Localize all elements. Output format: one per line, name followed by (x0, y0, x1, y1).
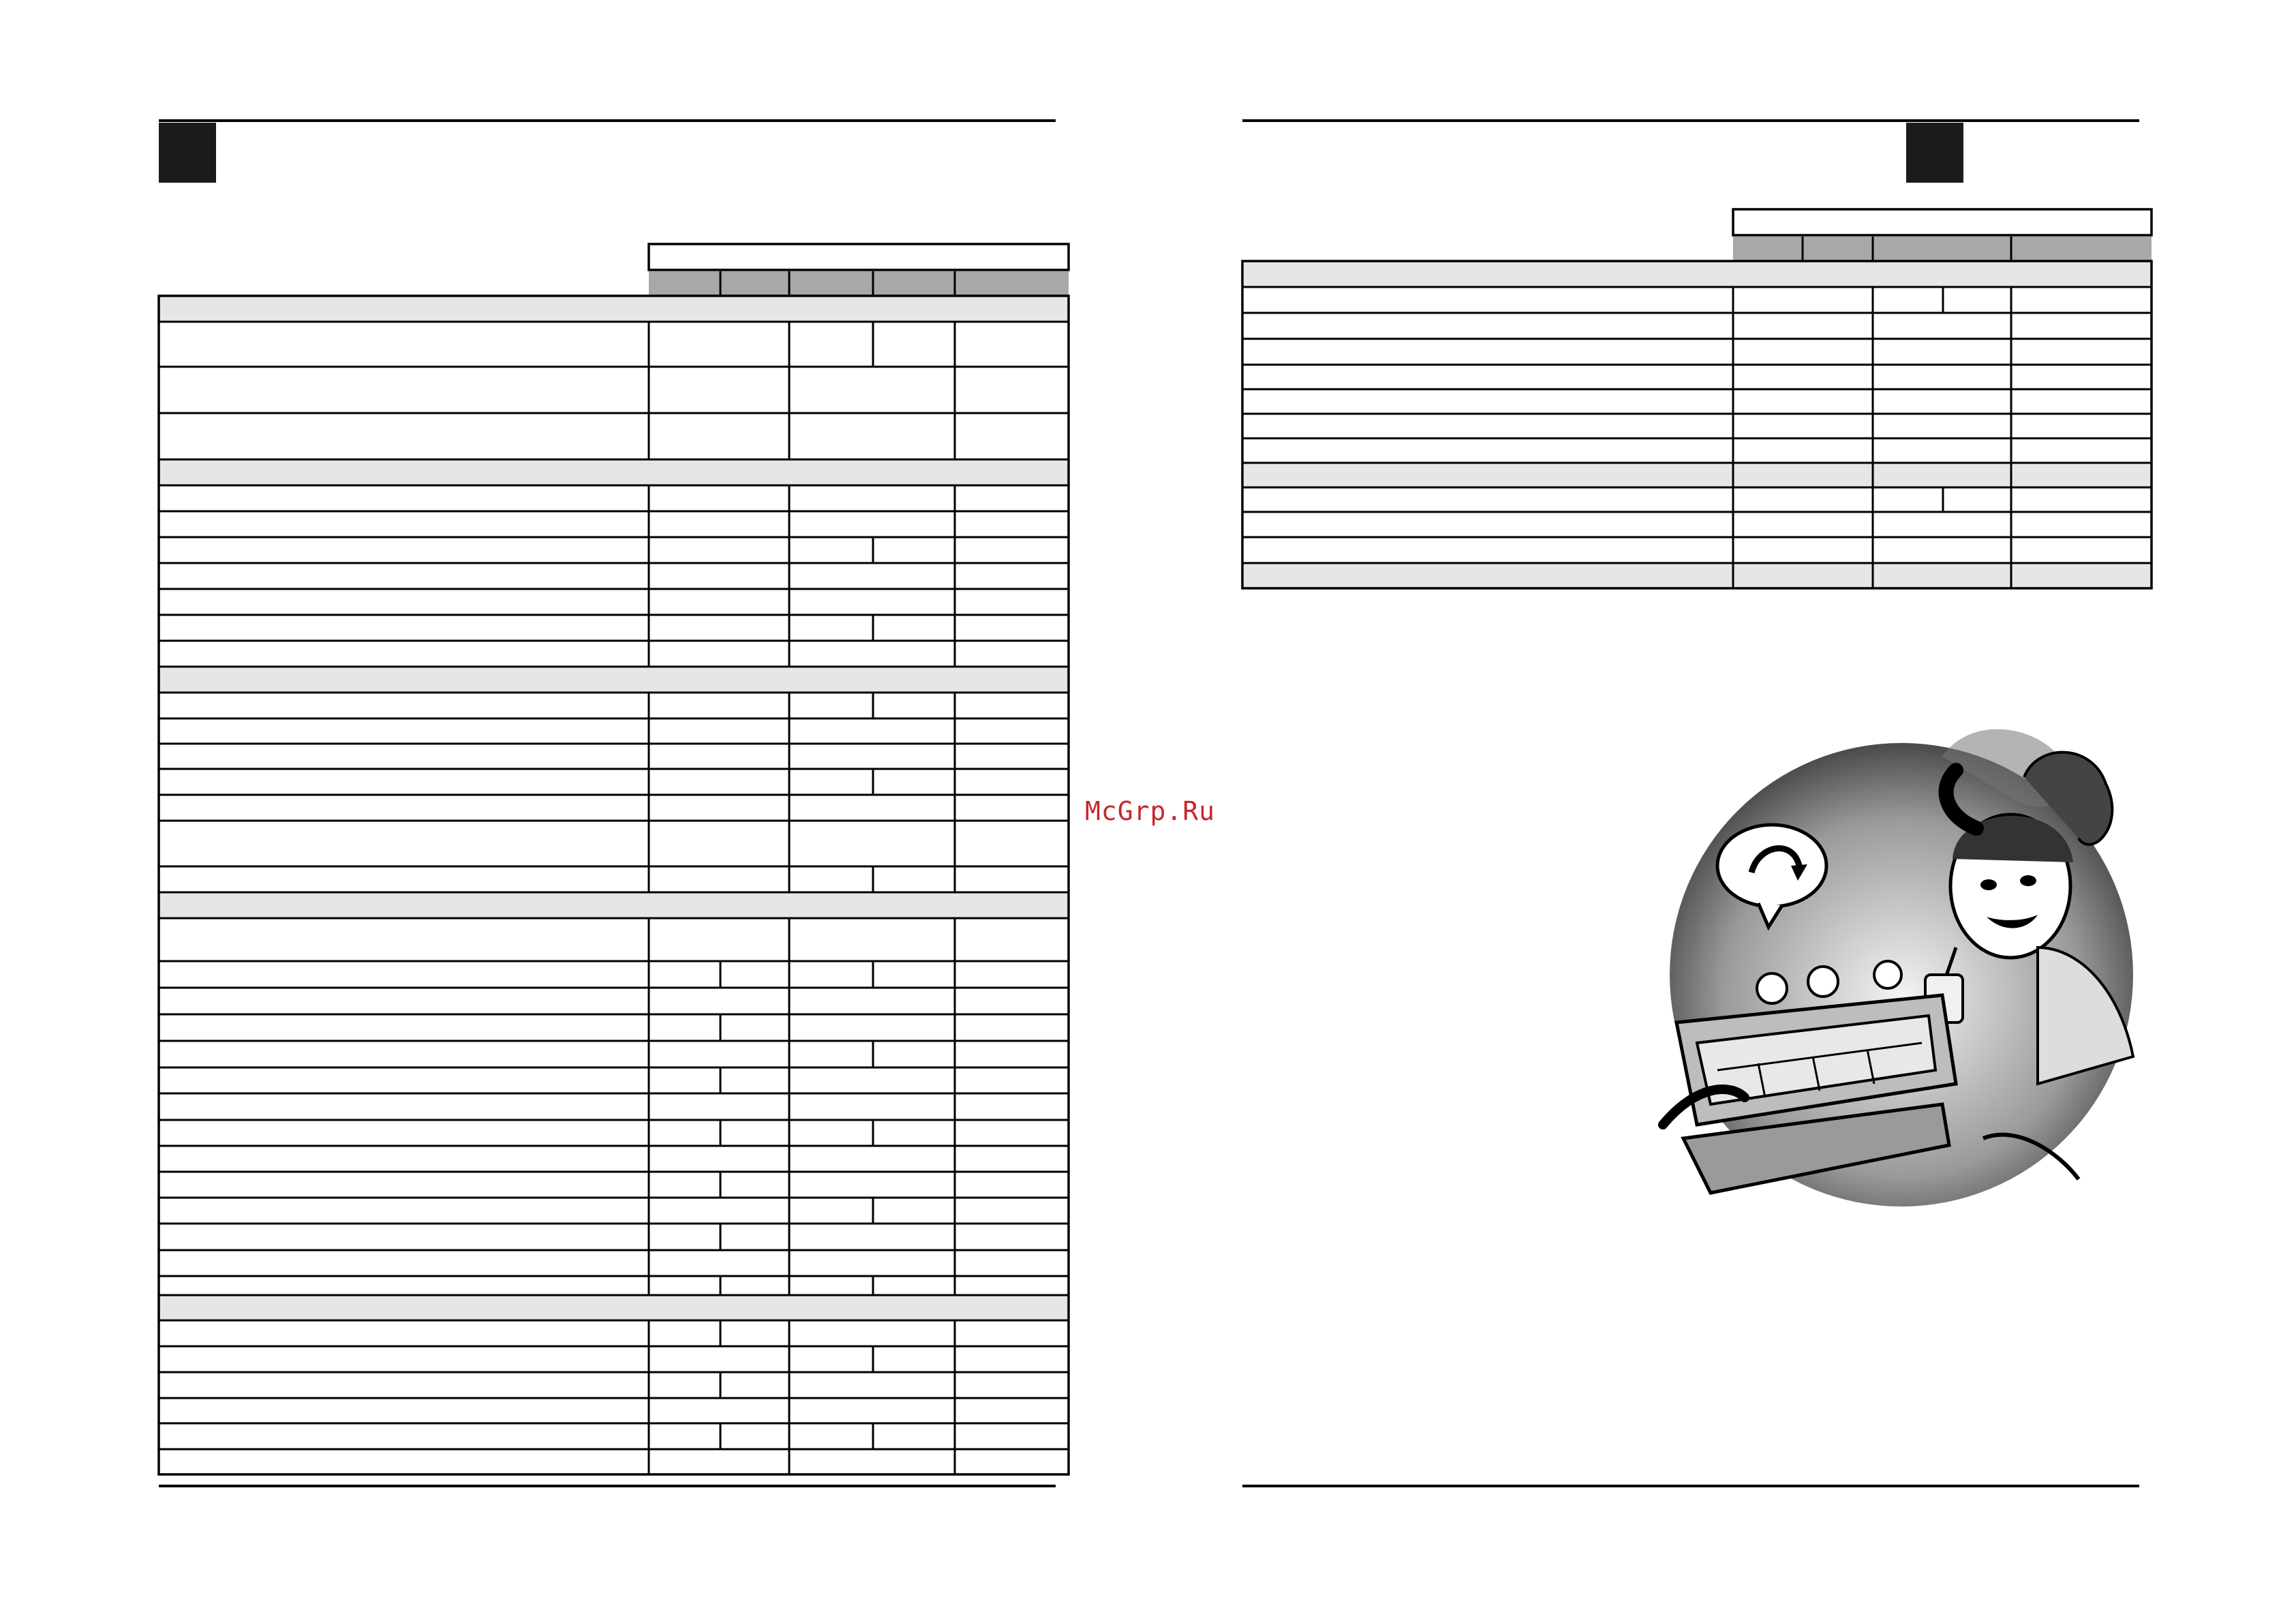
table-header-cell (1733, 209, 2152, 235)
section-band (1242, 261, 2152, 287)
section-band (1242, 563, 2152, 588)
refrigerator-cartoon-illustration (1656, 702, 2147, 1220)
section-band (1242, 463, 2152, 487)
table-header-cell (1733, 237, 2152, 261)
watermark-text: McGrp.Ru (1085, 796, 1216, 826)
table-frame (1242, 261, 2152, 588)
